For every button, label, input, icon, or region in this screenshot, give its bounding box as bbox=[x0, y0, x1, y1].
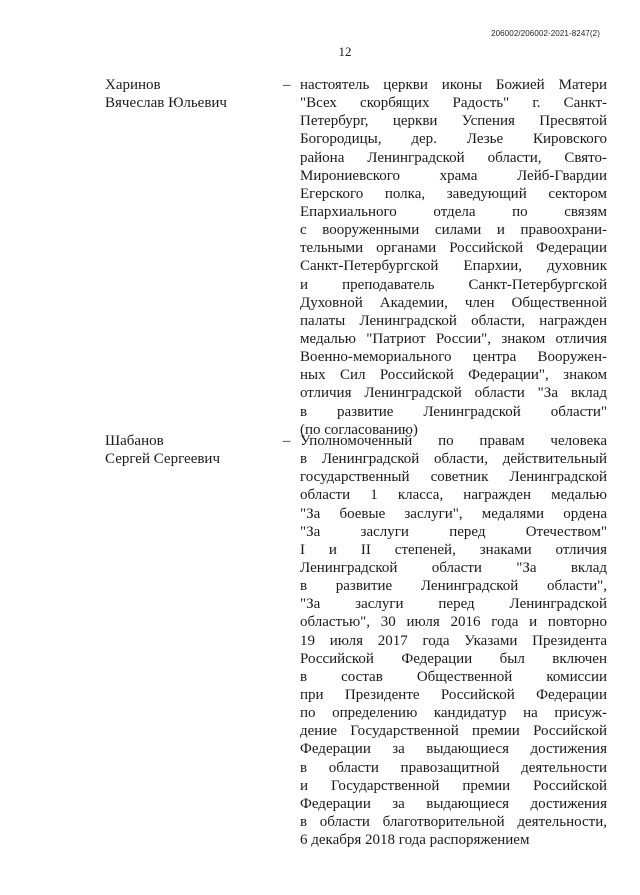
description-line: в Ленинградской области, действительный bbox=[300, 451, 607, 468]
description-line: Епархиального отдела по связям bbox=[300, 203, 607, 220]
member-surname: Харинов bbox=[105, 77, 161, 93]
member-surname: Шабанов bbox=[105, 433, 164, 449]
description-line: "За заслуги перед Ленинградской bbox=[300, 596, 607, 613]
description-line: в области благотворительной деятельности, bbox=[300, 813, 607, 830]
description-line: 19 июля 2017 года Указами Президента bbox=[300, 632, 607, 649]
entry-dash: – bbox=[283, 433, 291, 449]
description-line: в развитие Ленинградской области", bbox=[300, 578, 607, 595]
description-line: Федерации за выдающиеся достижения bbox=[300, 741, 607, 758]
page-number: 12 bbox=[338, 44, 352, 59]
description-line: Мирониевского храма Лейб-Гвардии bbox=[300, 167, 607, 184]
description-line: Федерации за выдающиеся достижения bbox=[300, 795, 607, 812]
description-line: (по согласованию) bbox=[300, 421, 418, 438]
member-description bbox=[300, 76, 607, 439]
description-line: области 1 класса, награжден медалью bbox=[300, 487, 607, 504]
description-line: Богородицы, дер. Лезье Кировского bbox=[300, 131, 607, 148]
description-line: "За заслуги перед Отечеством" bbox=[300, 523, 607, 540]
entry-dash: – bbox=[283, 77, 291, 93]
description-line: Военно-мемориального центра Вооружен- bbox=[300, 349, 607, 366]
description-line: при Президенте Российской Федерации bbox=[300, 686, 607, 703]
description-line: Санкт-Петербургской Епархии, духовник bbox=[300, 258, 607, 275]
member-given-names: Сергей Сергеевич bbox=[105, 451, 221, 467]
description-line: "За боевые заслуги", медалями ордена bbox=[300, 505, 607, 522]
description-line: тельными органами Российской Федерации bbox=[300, 240, 607, 257]
description-line: отличия Ленинградской области "За вклад bbox=[300, 385, 607, 402]
member-description bbox=[300, 432, 607, 849]
description-line: "Всех скорбящих Радость" г. Санкт- bbox=[300, 95, 607, 112]
description-line: Российской Федерации был включен bbox=[300, 650, 607, 667]
description-line: в области правозащитной деятельности bbox=[300, 759, 607, 776]
description-line: Уполномоченный по правам человека bbox=[300, 433, 607, 449]
description-line: Петербург, церкви Успения Пресвятой bbox=[300, 113, 607, 130]
member-given-names: Вячеслав Юльевич bbox=[105, 95, 227, 111]
description-line: и преподаватель Санкт-Петербургской bbox=[300, 276, 607, 293]
description-line: областью", 30 июля 2016 года и повторно bbox=[300, 614, 607, 631]
description-line: с вооруженными силами и правоохрани- bbox=[300, 222, 607, 239]
description-line: в развитие Ленинградской области" bbox=[300, 403, 607, 420]
description-line: Ленинградской области "За вклад bbox=[300, 559, 607, 576]
description-line: Егерского полка, заведующий сектором bbox=[300, 185, 607, 202]
description-line: I и II степеней, знаками отличия bbox=[300, 541, 607, 558]
description-line: палаты Ленинградской области, награжден bbox=[300, 312, 607, 329]
description-line: по определению кандидатур на присуж- bbox=[300, 705, 607, 722]
description-line: 6 декабря 2018 года распоряжением bbox=[300, 832, 530, 849]
description-line: государственный советник Ленинградской bbox=[300, 469, 607, 486]
member-name bbox=[105, 432, 285, 468]
description-line: медалью "Патриот России", знаком отличия bbox=[300, 330, 607, 347]
document-registration-number: 206002/206002-2021-8247(2) bbox=[491, 29, 600, 38]
description-line: и Государственной премии Российской bbox=[300, 777, 607, 794]
description-line: настоятель церкви иконы Божией Матери bbox=[300, 77, 607, 93]
member-name bbox=[105, 76, 285, 112]
description-line: Духовной Академии, член Общественной bbox=[300, 294, 607, 311]
description-line: ных Сил Российской Федерации", знаком bbox=[300, 367, 607, 384]
description-line: дение Государственной премии Российской bbox=[300, 723, 607, 740]
description-line: в состав Общественной комиссии bbox=[300, 668, 607, 685]
description-line: района Ленинградской области, Свято- bbox=[300, 149, 607, 166]
